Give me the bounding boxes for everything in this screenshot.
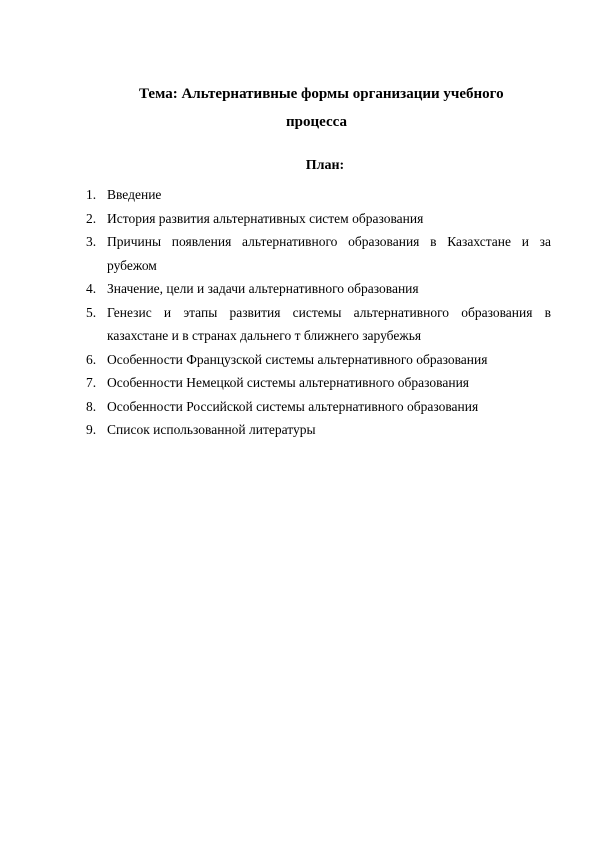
plan-list bbox=[86, 183, 551, 442]
plan-item-text: История развития альтернативных систем образования bbox=[107, 210, 424, 226]
plan-item-number: 5. bbox=[86, 304, 97, 320]
plan-item-number: 9. bbox=[86, 422, 97, 437]
plan-item-number: 8. bbox=[86, 398, 97, 414]
plan-item-number: 1. bbox=[86, 187, 97, 202]
plan-item-text-line-2: казахстане и в странах дальнего т ближнего зарубежья bbox=[107, 328, 422, 343]
plan-item-number: 2. bbox=[86, 210, 97, 226]
title-line-1: Тема: Альтернативные формы организации учебного bbox=[139, 86, 504, 102]
plan-item-text-line-1: Генезис и этапы развития системы альтернативного образования в bbox=[107, 304, 551, 320]
plan-item-text: Список использованной литературы bbox=[107, 422, 316, 437]
plan-item-text-line-1: Причины появления альтернативного образования в Казахстане и за bbox=[107, 234, 551, 249]
plan-item-number: 7. bbox=[86, 375, 97, 390]
plan-item-number: 3. bbox=[86, 234, 97, 249]
document-title bbox=[90, 80, 550, 136]
plan-item-text-line-2: рубежом bbox=[107, 257, 157, 273]
plan-item-text: Особенности Российской системы альтернативного образования bbox=[107, 398, 479, 414]
plan-item-1 bbox=[86, 183, 551, 207]
plan-item-6 bbox=[86, 348, 551, 372]
plan-item-3 bbox=[86, 230, 551, 277]
plan-item-4 bbox=[86, 277, 551, 301]
title-line-2: процесса bbox=[286, 114, 347, 130]
plan-item-9 bbox=[86, 418, 551, 442]
plan-item-text: Значение, цели и задачи альтернативного образования bbox=[107, 281, 419, 296]
plan-item-number: 4. bbox=[86, 281, 97, 296]
plan-item-text bbox=[107, 301, 551, 348]
plan-item-8 bbox=[86, 395, 551, 419]
plan-heading: План: bbox=[305, 158, 345, 173]
plan-item-text bbox=[107, 230, 551, 277]
plan-item-text: Особенности Немецкой системы альтернативного образования bbox=[107, 375, 470, 390]
plan-item-number: 6. bbox=[86, 351, 97, 367]
plan-item-5 bbox=[86, 301, 551, 348]
plan-item-2 bbox=[86, 207, 551, 231]
plan-item-text: Особенности Французской системы альтернативного образования bbox=[107, 351, 488, 367]
plan-item-7 bbox=[86, 371, 551, 395]
plan-item-text: Введение bbox=[107, 187, 162, 202]
